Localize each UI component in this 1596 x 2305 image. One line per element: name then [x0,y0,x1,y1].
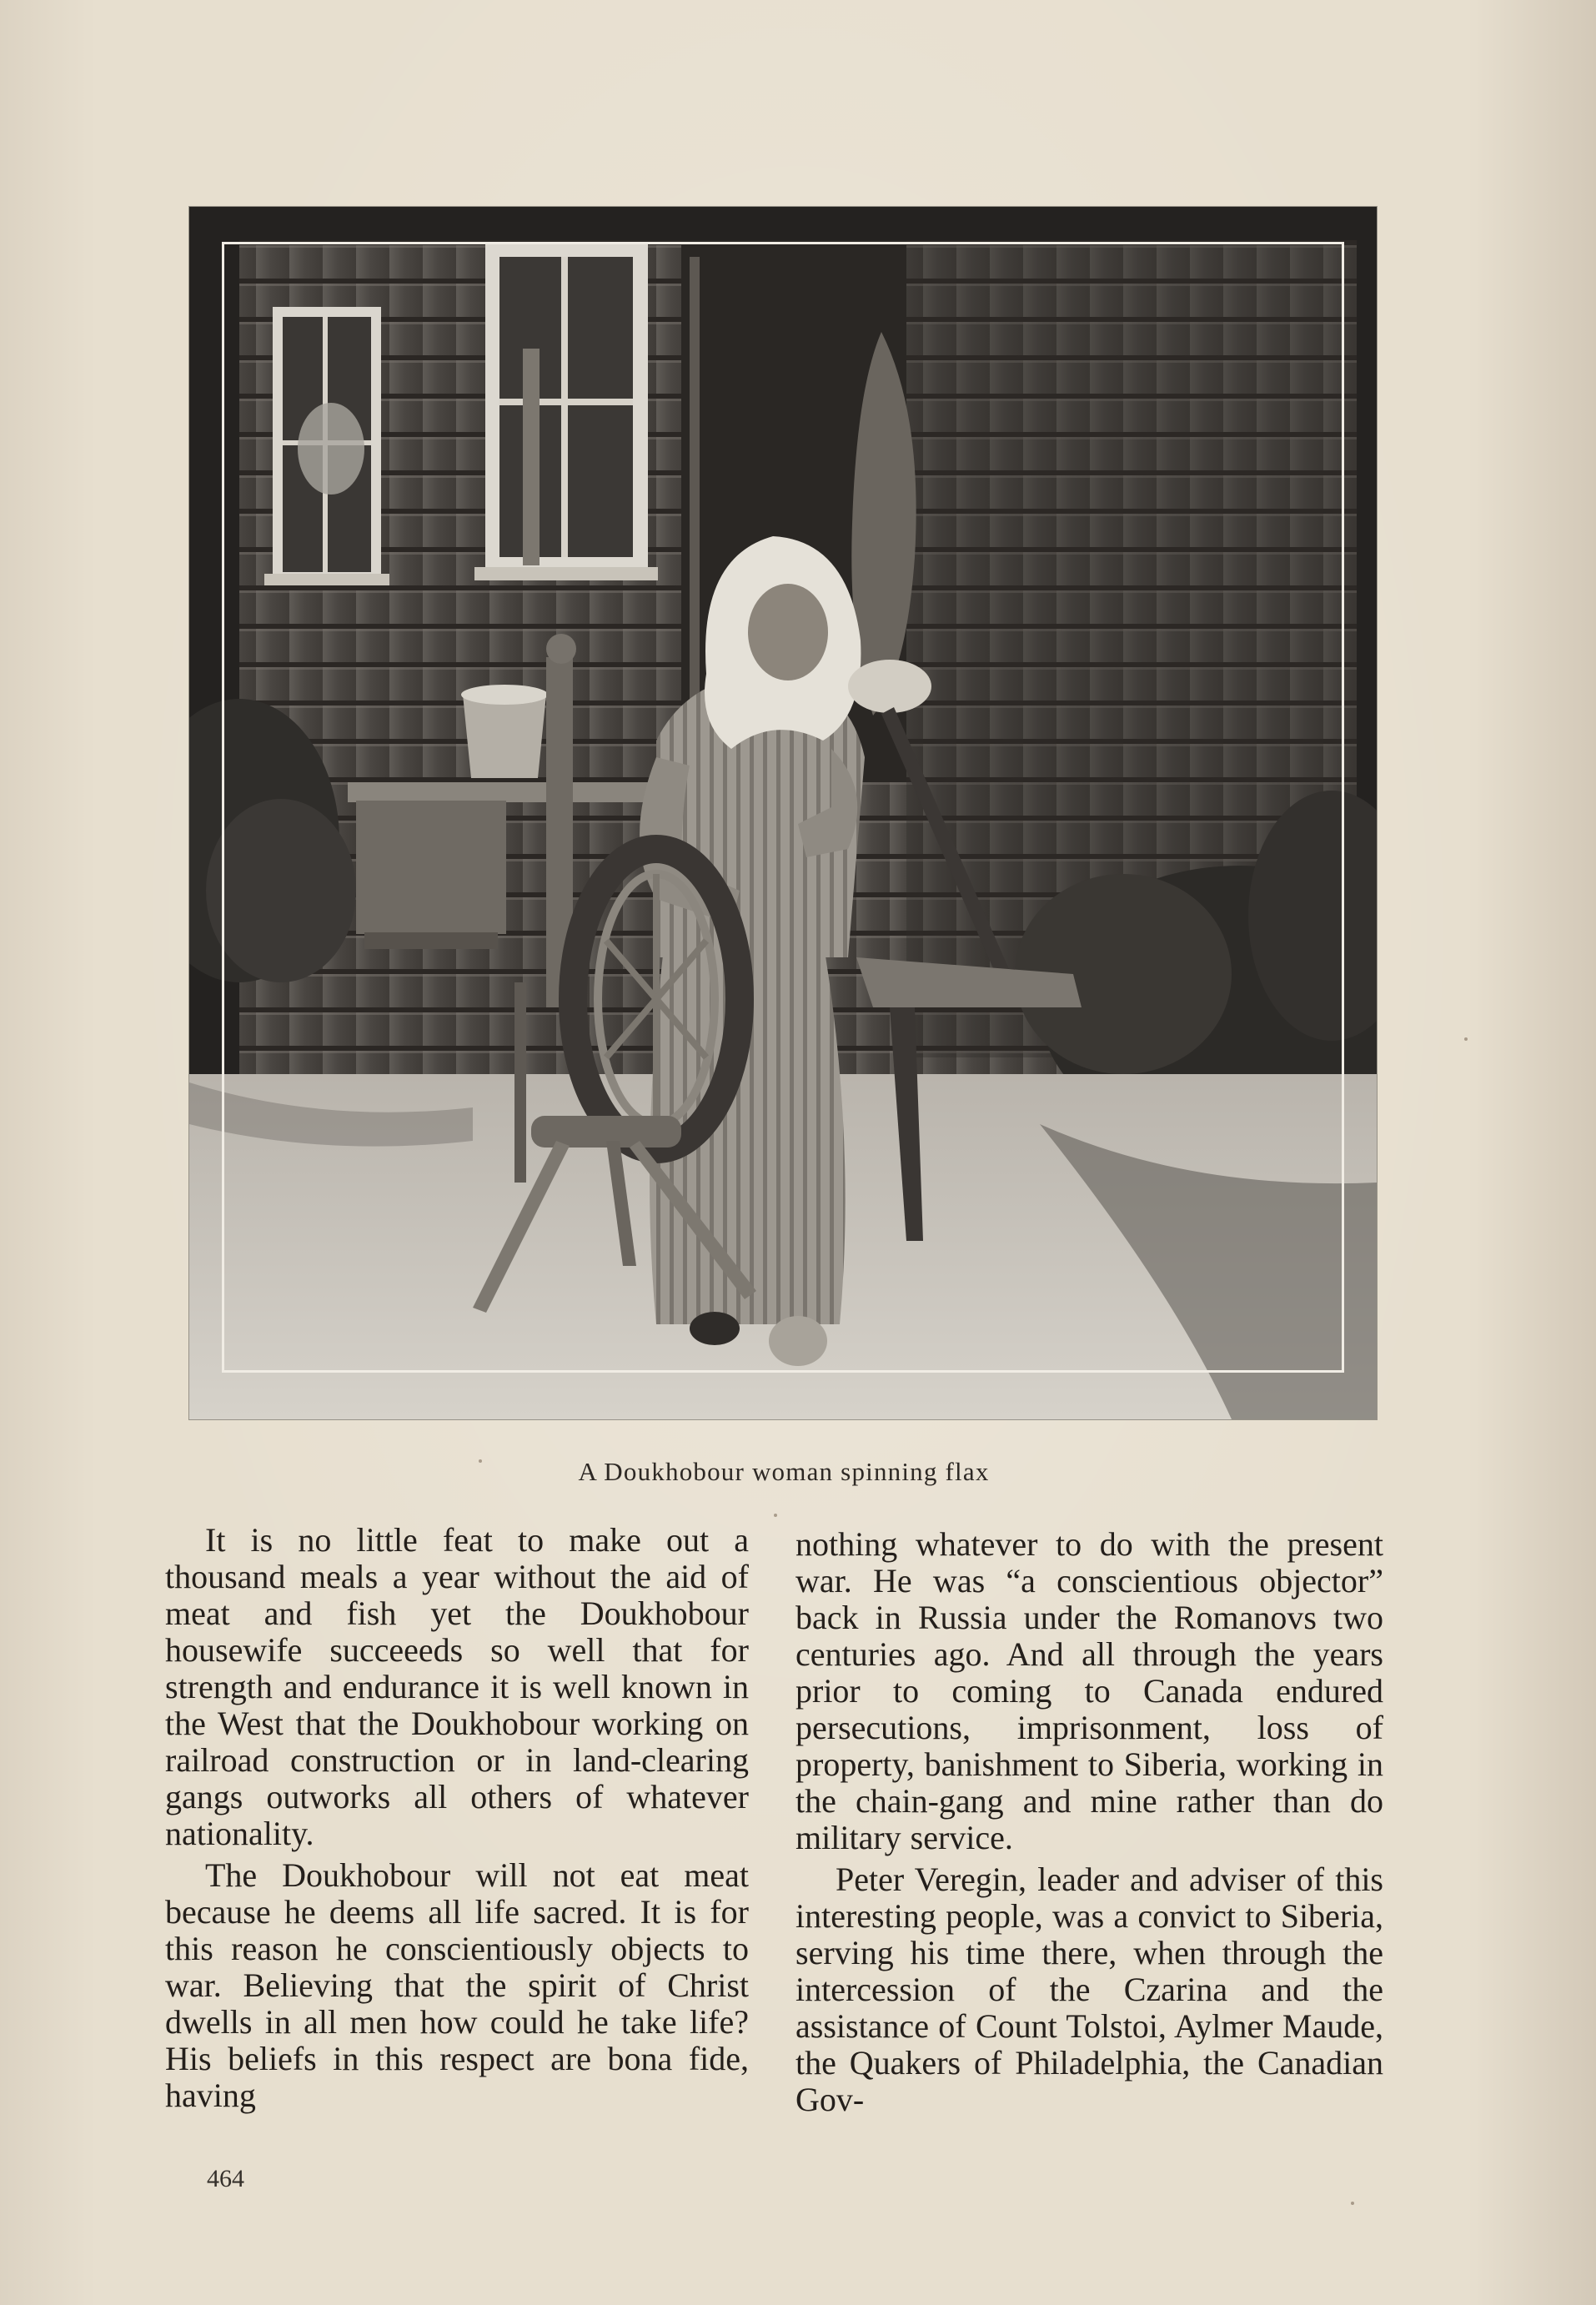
paper-speck [479,1459,482,1463]
paper-speck [1351,2202,1354,2205]
paper-speck [1464,1037,1468,1041]
washtub [461,685,548,778]
page-number: 464 [207,2165,244,2192]
left-window [264,307,389,585]
paragraph: Peter Veregin, leader and adviser of this interesting people, was a convict to Siberia, serving his time there, when through the intercession of the Czarina and the assistance of Count Tolstoi, Aylmer Maude, the Quakers of Philadelphia, the Canadian Gov- [795,1861,1383,2118]
paper-speck [774,1514,777,1517]
photograph [189,207,1377,1419]
text-column-left [165,1522,749,2114]
paragraph: nothing whatever to do with the present war. He was “a conscientious objector” back in Russia under the Romanovs two centuries ago. And all through the years prior to coming to Canada endured persecutions, imprisonment, loss of property, banishment to Siberia, working in the chain-gang and mine rather than do military service. [795,1525,1383,1856]
center-window [474,244,658,580]
text-column-right [795,1526,1383,2118]
doukhobour-woman-photo [189,207,1377,1419]
photo-caption: A Doukhobour woman spinning flax [578,1457,990,1486]
paragraph: It is no little feat to make out a thousand meals a year without the aid of meat and fish yet the Doukhobour housewife succeeeds so well that for strength and endurance it is well known in the West that the Doukhobour working on railroad construction or in land-clearing gangs outworks all others of whatever nationality. [165,1521,749,1852]
paragraph: The Doukhobour will not eat meat because he deems all life sacred. It is for this reason he conscientiously objects to war. Believing that the spirit of Christ dwells in all men how could he take life? His beliefs in this respect are bona fide, having [165,1856,749,2114]
